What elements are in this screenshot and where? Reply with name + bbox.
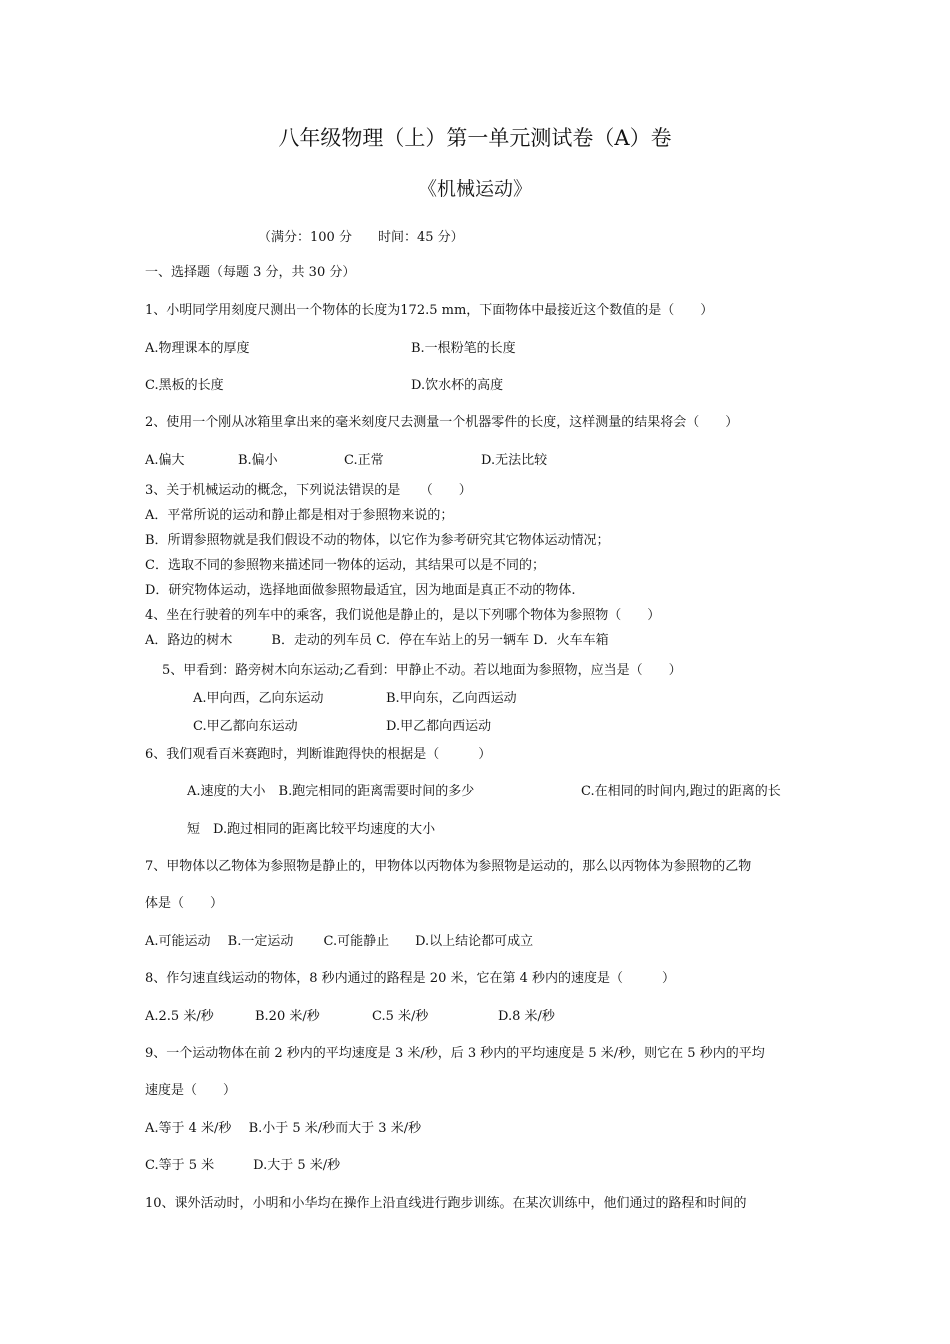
- question-2-option-d: D.无法比较: [481, 453, 548, 468]
- exam-info: （满分：100 分 时间：45 分）: [258, 230, 464, 245]
- question-9-options-line-1: A.等于 4 米/秒 B.小于 5 米/秒而大于 3 米/秒: [145, 1121, 422, 1136]
- question-1-option-b: B.一根粉笔的长度: [411, 341, 516, 356]
- question-9-stem-line-2: 速度是（ ）: [145, 1083, 237, 1098]
- question-9-options-line-2: C.等于 5 米 D.大于 5 米/秒: [145, 1158, 341, 1173]
- question-6-stem: 6、我们观看百米赛跑时，判断谁跑得快的根据是（ ）: [145, 747, 492, 762]
- question-8-option-a: A.2.5 米/秒: [145, 1009, 214, 1024]
- question-8-stem: 8、作匀速直线运动的物体，8 秒内通过的路程是 20 米，它在第 4 秒内的速度是（ ）: [145, 971, 676, 986]
- question-5-option-c: C.甲乙都向东运动: [193, 719, 298, 734]
- page-title: 八年级物理（上）第一单元测试卷（A）卷: [278, 126, 672, 150]
- question-5-option-a: A.甲向西，乙向东运动: [193, 691, 324, 706]
- question-2-option-b: B.偏小: [238, 453, 278, 468]
- question-8-option-d: D.8 米/秒: [498, 1009, 555, 1024]
- question-8-option-c: C.5 米/秒: [372, 1009, 429, 1024]
- question-3-option-d: D．研究物体运动，选择地面做参照物最适宜，因为地面是真正不动的物体.: [145, 583, 576, 598]
- question-4-options: A．路边的树木 B．走动的列车员 C．停在车站上的另一辆车 D．火车车箱: [145, 633, 609, 648]
- question-10-stem-line-1: 10、课外活动时，小明和小华均在操作上沿直线进行跑步训练。在某次训练中，他们通过的路程和时间的: [145, 1196, 747, 1211]
- question-3-option-a: A．平常所说的运动和静止都是相对于参照物来说的；: [145, 508, 454, 523]
- question-2-option-c: C.正常: [344, 453, 384, 468]
- question-1-option-d: D.饮水杯的高度: [411, 378, 504, 393]
- question-2-stem: 2、使用一个刚从冰箱里拿出来的毫米刻度尺去测量一个机器零件的长度，这样测量的结果将会（ ）: [145, 415, 739, 430]
- question-9-stem-line-1: 9、一个运动物体在前 2 秒内的平均速度是 3 米/秒，后 3 秒内的平均速度是 5 米/秒，则它在 5 秒内的平均: [145, 1046, 765, 1061]
- page-subtitle: 《机械运动》: [417, 178, 532, 200]
- question-7-stem-line-2: 体是（ ）: [145, 896, 224, 911]
- question-1-option-a: A.物理课本的厚度: [145, 341, 250, 356]
- question-1-option-c: C.黑板的长度: [145, 378, 224, 393]
- question-4-stem: 4、坐在行驶着的列车中的乘客，我们说他是静止的，是以下列哪个物体为参照物（ ）: [145, 608, 661, 623]
- section-heading: 一、选择题（每题 3 分，共 30 分）: [145, 265, 356, 280]
- question-5-option-b: B.甲向东，乙向西运动: [386, 691, 517, 706]
- question-6-option-c: C.在相同的时间内,跑过的距离的长: [581, 784, 781, 799]
- question-1-stem: 1、小明同学用刻度尺测出一个物体的长度为172.5 mm，下面物体中最接近这个数值的是（ ）: [145, 303, 714, 318]
- question-7-stem-line-1: 7、甲物体以乙物体为参照物是静止的，甲物体以丙物体为参照物是运动的，那么以丙物体为参照物的乙物: [145, 859, 752, 874]
- question-6-options-line-2: 短 D.跑过相同的距离比较平均速度的大小: [187, 822, 436, 837]
- question-5-stem: 5、甲看到：路旁树木向东运动;乙看到：甲静止不动。若以地面为参照物，应当是（ ）: [162, 663, 682, 678]
- question-3-option-b: B．所谓参照物就是我们假设不动的物体，以它作为参考研究其它物体运动情况；: [145, 533, 610, 548]
- question-2-option-a: A.偏大: [145, 453, 185, 468]
- question-5-option-d: D.甲乙都向西运动: [386, 719, 492, 734]
- question-7-options: A.可能运动 B.一定运动 C.可能静止 D.以上结论都可成立: [145, 934, 534, 949]
- question-3-option-c: C．选取不同的参照物来描述同一物体的运动，其结果可以是不同的；: [145, 558, 545, 573]
- question-6-options-line-1: A.速度的大小 B.跑完相同的距离需要时间的多少: [187, 784, 475, 799]
- question-8-option-b: B.20 米/秒: [255, 1009, 320, 1024]
- question-3-stem: 3、关于机械运动的概念，下列说法错误的是 （ ）: [145, 483, 472, 498]
